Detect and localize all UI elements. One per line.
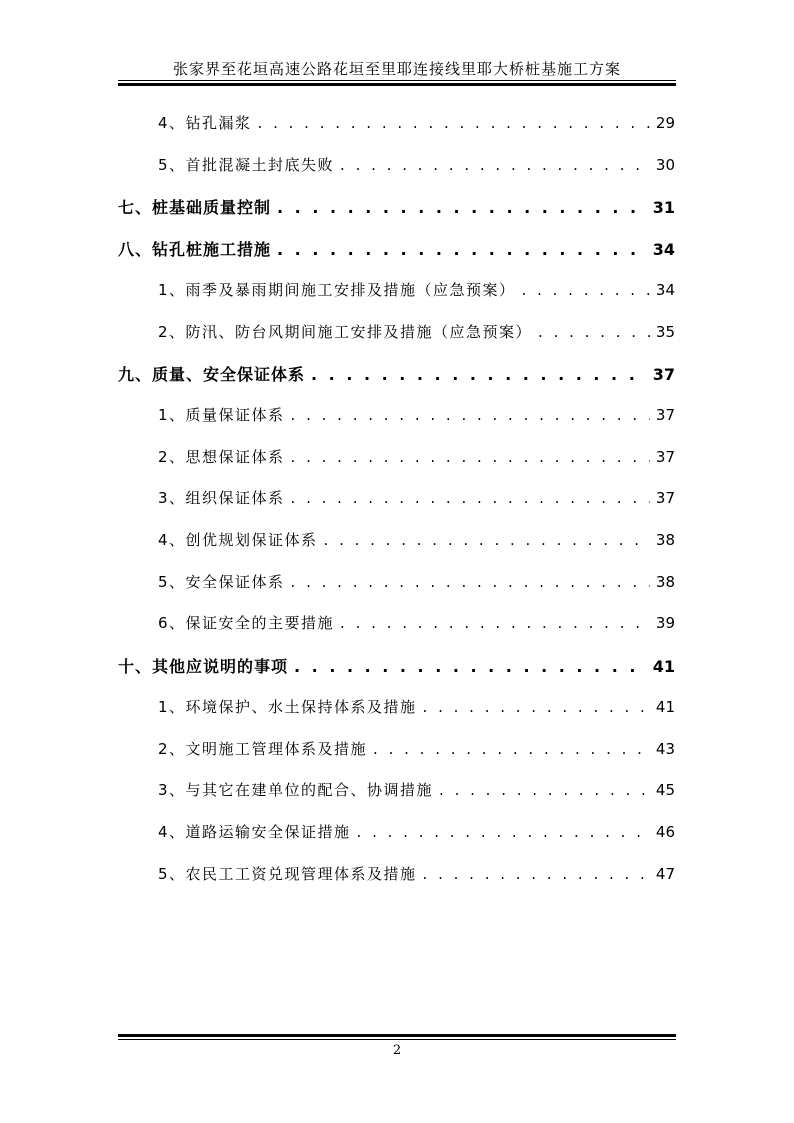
toc-entry-title: 6、保证安全的主要措施 <box>158 614 335 632</box>
toc-entry-title: 5、首批混凝土封底失败 <box>158 156 335 174</box>
toc-section-entry[interactable] <box>118 237 675 260</box>
toc-subsection-entry[interactable] <box>158 279 675 300</box>
toc-subsection-entry[interactable] <box>158 821 675 842</box>
toc-dot-leader <box>291 489 650 507</box>
toc-entry-title: 2、思想保证体系 <box>158 448 285 466</box>
toc-dot-leader <box>423 698 650 716</box>
toc-dot-leader <box>357 823 650 841</box>
toc-entry-title: 2、防汛、防台风期间施工安排及措施（应急预案） <box>158 323 533 341</box>
footer-rule-thick <box>118 1034 676 1037</box>
toc-section-entry[interactable] <box>118 195 675 218</box>
toc-entry-page: 41 <box>655 698 675 716</box>
toc-entry-title: 八、钻孔桩施工措施 <box>118 240 272 259</box>
toc-entry-page: 37 <box>652 365 675 384</box>
toc-entry-title: 4、钻孔漏浆 <box>158 114 252 132</box>
toc-subsection-entry[interactable] <box>158 446 675 467</box>
toc-entry-page: 46 <box>655 823 675 841</box>
toc-entry-page: 34 <box>655 281 675 299</box>
toc-entry-title: 5、安全保证体系 <box>158 573 285 591</box>
toc-entry-page: 43 <box>655 740 675 758</box>
toc-entry-title: 5、农民工工资兑现管理体系及措施 <box>158 865 417 883</box>
toc-entry-title: 3、组织保证体系 <box>158 489 285 507</box>
toc-entry-page: 30 <box>655 156 675 174</box>
page-number: 2 <box>392 1043 402 1058</box>
toc-entry-page: 41 <box>652 657 675 676</box>
toc-subsection-entry[interactable] <box>158 696 675 717</box>
toc-dot-leader <box>522 281 650 299</box>
toc-dot-leader <box>277 240 647 259</box>
toc-entry-title: 1、环境保护、水土保持体系及措施 <box>158 698 417 716</box>
toc-entry-page: 37 <box>655 448 675 466</box>
toc-subsection-entry[interactable] <box>158 529 675 550</box>
toc-dot-leader <box>277 198 647 217</box>
toc-section-entry[interactable] <box>118 654 675 677</box>
toc-entry-title: 1、质量保证体系 <box>158 406 285 424</box>
toc-entry-page: 38 <box>655 573 675 591</box>
toc-entry-page: 37 <box>655 406 675 424</box>
toc-entry-page: 35 <box>655 323 675 341</box>
toc-dot-leader <box>291 448 650 466</box>
toc-dot-leader <box>340 614 650 632</box>
toc-dot-leader <box>423 865 650 883</box>
footer-rule-thin <box>118 1039 676 1040</box>
toc-subsection-entry[interactable] <box>158 321 675 342</box>
toc-entry-title: 九、质量、安全保证体系 <box>118 365 306 384</box>
toc-entry-page: 45 <box>655 781 675 799</box>
toc-subsection-entry[interactable] <box>158 112 675 133</box>
toc-entry-title: 七、桩基础质量控制 <box>118 198 272 217</box>
toc-entry-title: 十、其他应说明的事项 <box>118 657 289 676</box>
toc-subsection-entry[interactable] <box>158 154 675 175</box>
toc-dot-leader <box>311 365 647 384</box>
toc-entry-title: 4、创优规划保证体系 <box>158 531 318 549</box>
document-title: 张家界至花垣高速公路花垣至里耶连接线里耶大桥桩基施工方案 <box>172 60 621 78</box>
toc-dot-leader <box>294 657 647 676</box>
toc-dot-leader <box>340 156 650 174</box>
toc-entry-page: 37 <box>655 489 675 507</box>
toc-entry-page: 29 <box>655 114 675 132</box>
toc-subsection-entry[interactable] <box>158 738 675 759</box>
toc-dot-leader <box>291 573 650 591</box>
toc-entry-page: 38 <box>655 531 675 549</box>
toc-subsection-entry[interactable] <box>158 779 675 800</box>
toc-dot-leader <box>324 531 650 549</box>
toc-entry-title: 1、雨季及暴雨期间施工安排及措施（应急预案） <box>158 281 516 299</box>
toc-dot-leader <box>258 114 650 132</box>
toc-subsection-entry[interactable] <box>158 571 675 592</box>
toc-dot-leader <box>291 406 650 424</box>
toc-dot-leader <box>373 740 650 758</box>
toc-entry-page: 47 <box>655 865 675 883</box>
toc-entry-title: 2、文明施工管理体系及措施 <box>158 740 368 758</box>
toc-subsection-entry[interactable] <box>158 487 675 508</box>
toc-dot-leader <box>538 323 650 341</box>
toc-entry-page: 39 <box>655 614 675 632</box>
toc-subsection-entry[interactable] <box>158 404 675 425</box>
toc-entry-title: 3、与其它在建单位的配合、协调措施 <box>158 781 434 799</box>
toc-entry-page: 31 <box>652 198 675 217</box>
toc-subsection-entry[interactable] <box>158 612 675 633</box>
toc-entry-title: 4、道路运输安全保证措施 <box>158 823 351 841</box>
toc-subsection-entry[interactable] <box>158 863 675 884</box>
toc-entry-page: 34 <box>652 240 675 259</box>
toc-section-entry[interactable] <box>118 362 675 385</box>
toc-dot-leader <box>439 781 650 799</box>
